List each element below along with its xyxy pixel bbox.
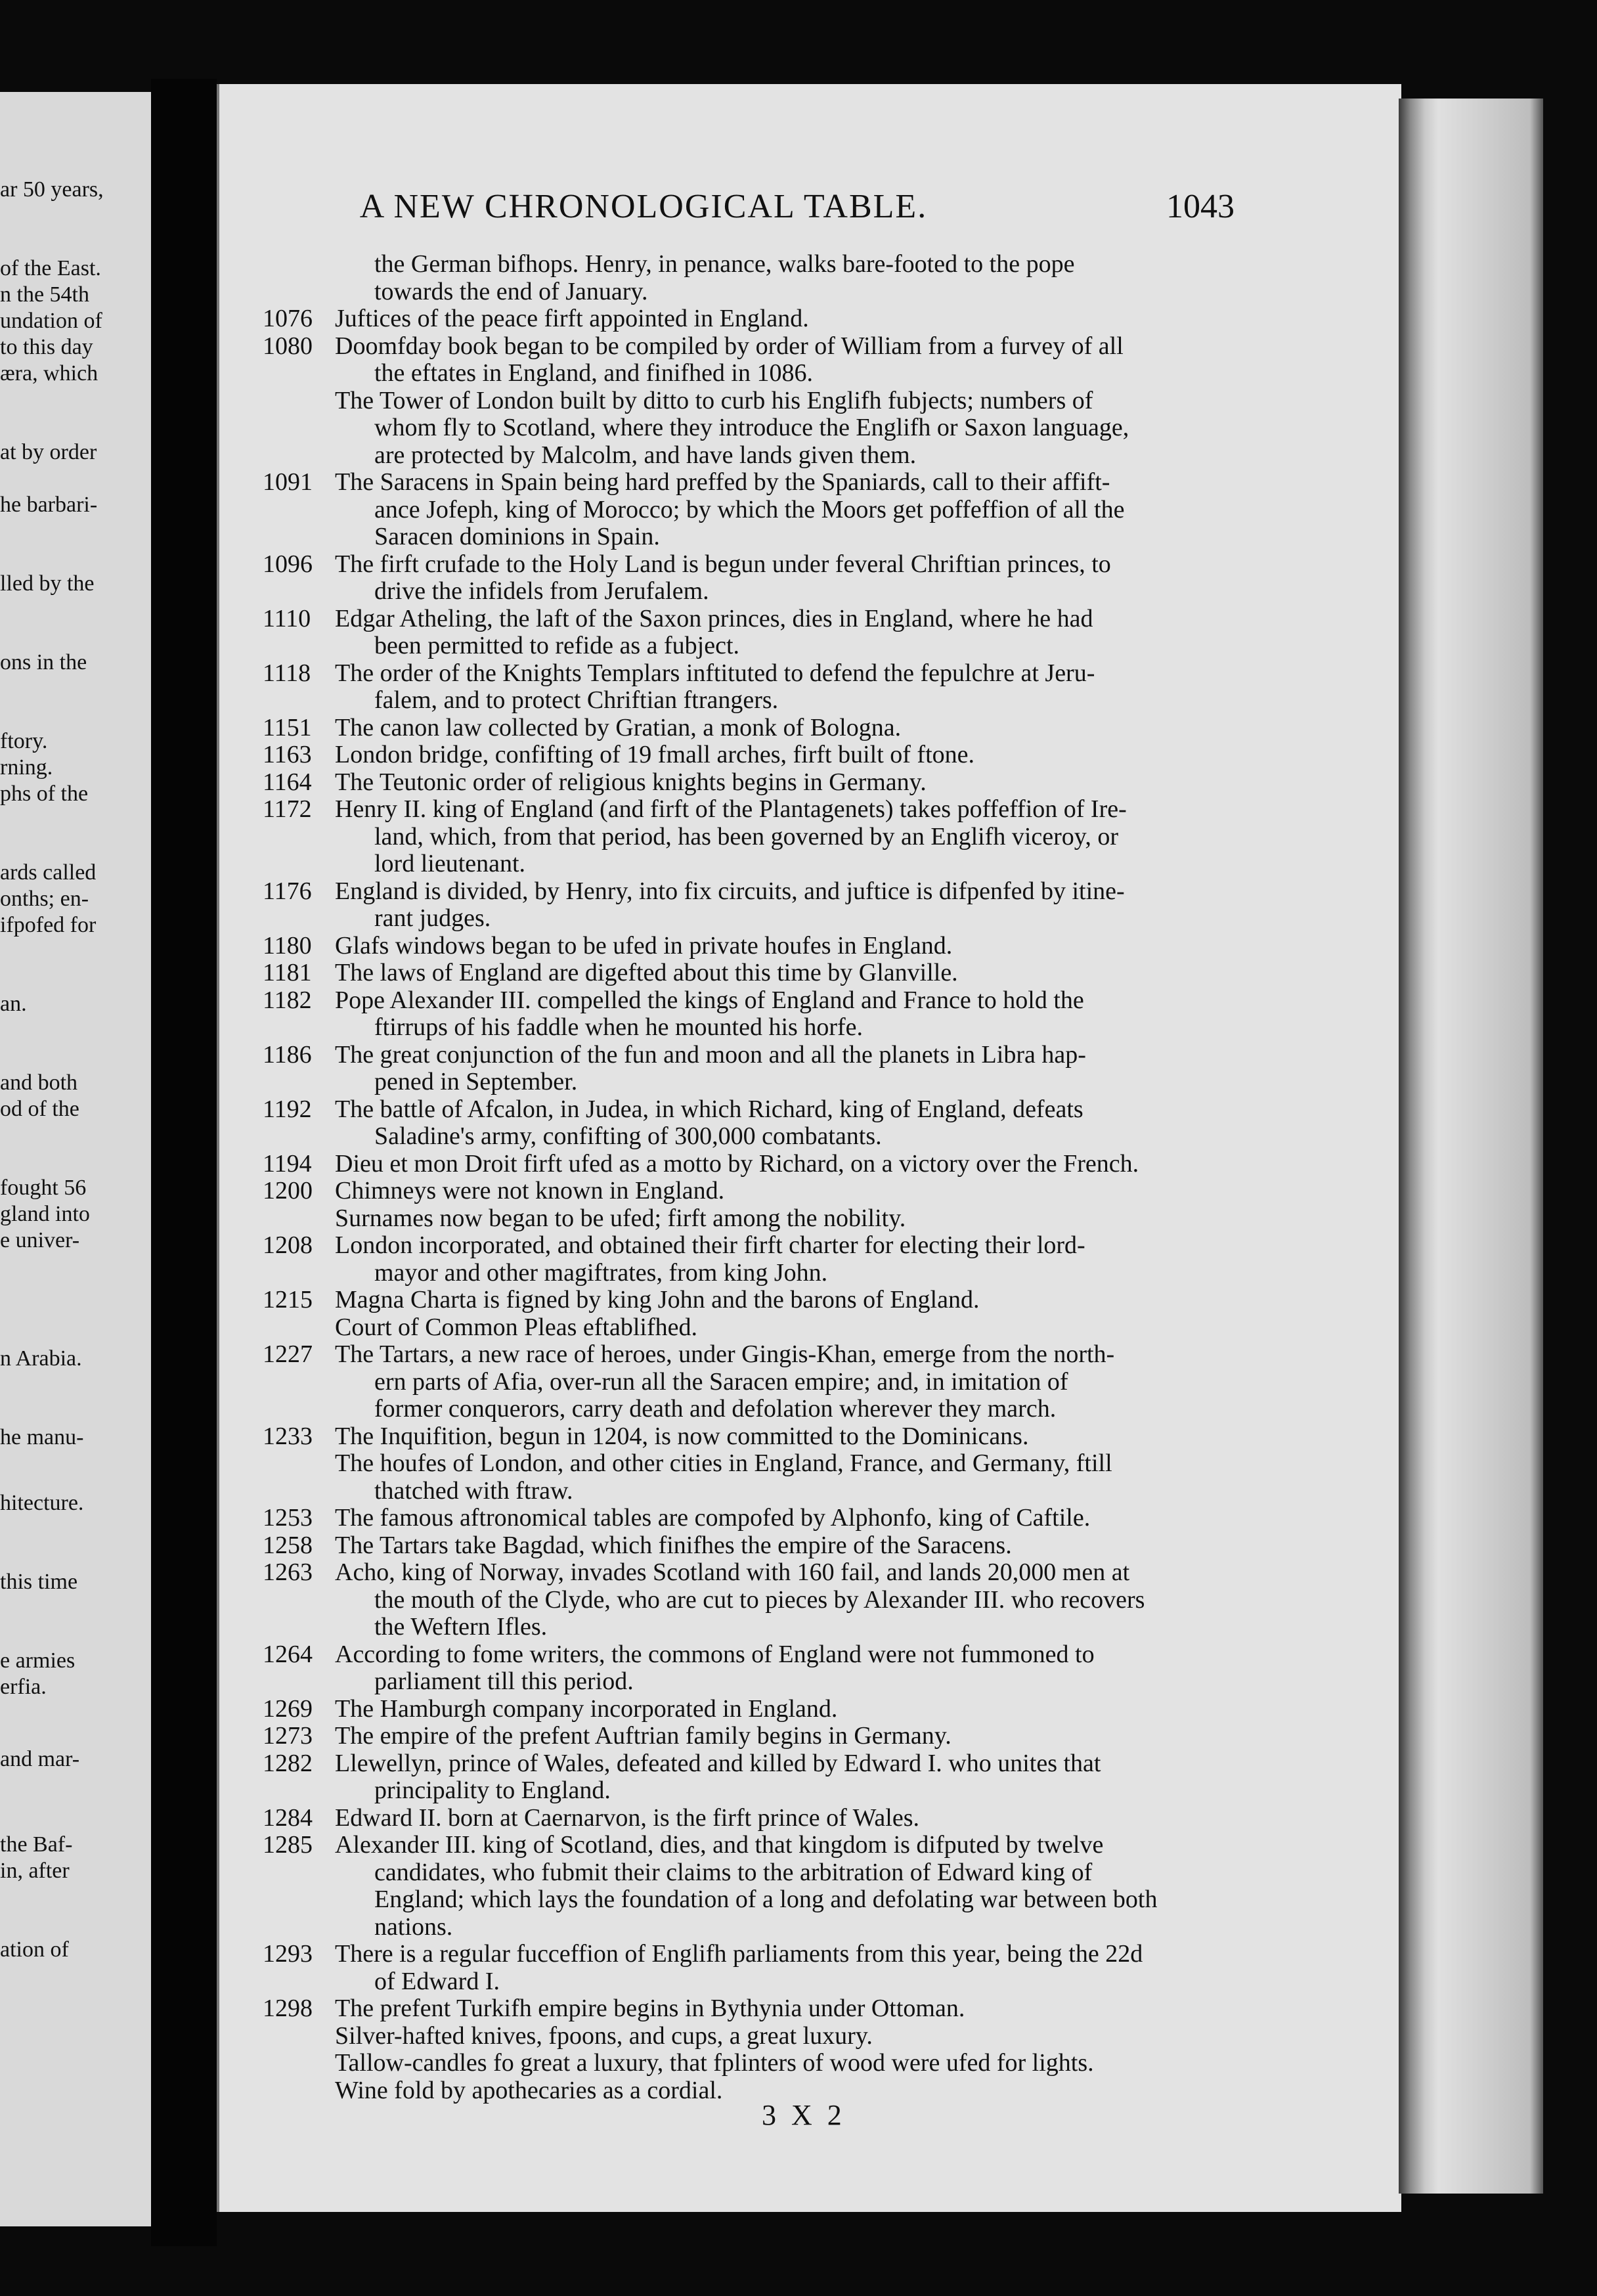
entry-line [263, 1096, 1254, 1124]
entry-text: the German bifhops. Henry, in penance, walks bare-footed to the pope [374, 251, 1075, 278]
entry-year: 1298 [263, 1995, 313, 2022]
entry-line [263, 1805, 1254, 1832]
left-page-line: ards called [0, 860, 97, 885]
entry-text: The order of the Knights Templars inftituted to defend the fepulchre at Jeru- [335, 659, 1095, 687]
entry-text: the mouth of the Clyde, who are cut to pieces by Alexander III. who recovers [374, 1586, 1145, 1614]
entry-year: 1164 [263, 768, 312, 796]
left-page-line: ons in the [0, 650, 87, 674]
entry-text: The Teutonic order of religious knights begins in Germany. [335, 768, 927, 796]
entry-line [263, 551, 1254, 579]
entry-line [263, 469, 1254, 497]
entry-text: whom fly to Scotland, where they introduce the Englifh or Saxon language, [374, 414, 1129, 441]
entry-line [263, 1696, 1254, 1723]
entry-line [263, 660, 1254, 688]
entry-text: mayor and other magiftrates, from king John. [374, 1259, 828, 1287]
entry-text: Dieu et mon Droit firft ufed as a motto by Richard, on a victory over the French. [335, 1150, 1139, 1178]
entry-year: 1263 [263, 1559, 313, 1586]
entry-text: land, which, from that period, has been governed by an Englifh viceroy, or [374, 823, 1118, 850]
entry-year: 1194 [263, 1150, 312, 1178]
entry-text: Surnames now began to be ufed; firft among the nobility. [335, 1204, 906, 1232]
entry-text: ance Jofeph, king of Morocco; by which the Moors get poffeffion of all the [374, 496, 1125, 523]
entry-line [263, 1450, 1254, 1478]
signature-mark: 3 X 2 [762, 2099, 846, 2131]
left-page-line: at by order [0, 440, 97, 464]
entry-line [263, 905, 1254, 933]
entry-year: 1163 [263, 741, 312, 768]
entry-text: ftirrups of his faddle when he mounted his horfe. [374, 1014, 863, 1041]
entry-year: 1215 [263, 1287, 313, 1314]
entry-text: Silver-hafted knives, fpoons, and cups, a great luxury. [335, 2022, 873, 2050]
left-page-line: to this day [0, 335, 93, 359]
entry-year: 1227 [263, 1341, 313, 1368]
left-page-line: he barbari- [0, 493, 98, 517]
entry-text: nations. [374, 1913, 453, 1941]
entry-text: England is divided, by Henry, into fix circuits, and juftice is difpenfed by itine- [335, 877, 1125, 905]
entry-year: 1269 [263, 1695, 313, 1723]
entry-text: The great conjunction of the fun and moon and all the planets in Libra hap- [335, 1041, 1086, 1069]
entry-line [263, 578, 1254, 606]
left-page-line: undation of [0, 309, 102, 333]
entry-line [263, 1287, 1254, 1314]
entry-line [263, 360, 1254, 387]
entry-line [263, 1750, 1254, 1778]
entry-text: of Edward I. [374, 1968, 500, 1995]
entry-line [263, 987, 1254, 1015]
running-title: A NEW CHRONOLOGICAL TABLE. [359, 188, 928, 225]
left-page-line: gland into [0, 1202, 90, 1226]
entry-text: Tallow-candles fo great a luxury, that fplinters of wood were ufed for lights. [335, 2050, 1094, 2077]
entry-text: rant judges. [374, 905, 491, 932]
entry-line [263, 850, 1254, 878]
entry-line [263, 305, 1254, 333]
entry-text: Alexander III. king of Scotland, dies, and that kingdom is difputed by twelve [335, 1832, 1104, 1859]
left-page-line: æra, which [0, 361, 98, 386]
entry-line [263, 1668, 1254, 1696]
entry-year: 1118 [263, 659, 311, 687]
entry-year: 1180 [263, 932, 312, 960]
entry-year: 1258 [263, 1532, 313, 1559]
left-page-line: in, after [0, 1859, 70, 1883]
entry-line [263, 387, 1254, 415]
entry-line [263, 1532, 1254, 1560]
entry-line [263, 1396, 1254, 1423]
entry-line [263, 1559, 1254, 1587]
entry-text: are protected by Malcolm, and have lands given them. [374, 441, 917, 469]
entry-text: Edgar Atheling, the laft of the Saxon princes, dies in England, where he had [335, 605, 1093, 632]
entry-line [263, 741, 1254, 769]
left-page-line: e univer- [0, 1228, 80, 1252]
entry-year: 1282 [263, 1750, 313, 1777]
entry-line [263, 1014, 1254, 1042]
entry-year: 1176 [263, 877, 312, 905]
entry-year: 1182 [263, 986, 312, 1014]
left-page-line: the Baf- [0, 1832, 73, 1857]
entry-line [263, 796, 1254, 824]
entry-text: Edward II. born at Caernarvon, is the firft prince of Wales. [335, 1804, 919, 1832]
page-header [217, 187, 1235, 227]
entry-line [263, 442, 1254, 470]
entry-text: Magna Charta is figned by king John and the barons of England. [335, 1287, 980, 1314]
entry-text: Juftices of the peace firft appointed in England. [335, 305, 809, 332]
entry-line [263, 1123, 1254, 1151]
entry-line [263, 523, 1254, 551]
entry-text: The battle of Afcalon, in Judea, in which Richard, king of England, defeats [335, 1095, 1083, 1123]
entry-text: the Weftern Ifles. [374, 1614, 548, 1641]
entry-line [263, 687, 1254, 715]
entry-text: The firft crufade to the Holy Land is begun under feveral Chriftian princes, to [335, 550, 1111, 578]
entry-text: The Tartars, a new race of heroes, under Gingis-Khan, emerge from the north- [335, 1341, 1115, 1368]
entry-line [263, 824, 1254, 851]
entry-line [263, 632, 1254, 660]
entry-text: The Hamburgh company incorporated in England. [335, 1695, 838, 1723]
entry-line [263, 1968, 1254, 1996]
left-page-line: rning. [0, 755, 53, 780]
entry-line [263, 333, 1254, 361]
entry-text: lord lieutenant. [374, 850, 526, 877]
left-page-line: of the East. [0, 256, 101, 280]
entry-year: 1091 [263, 469, 313, 496]
entry-line [263, 1995, 1254, 2023]
entry-text: parliament till this period. [374, 1668, 634, 1695]
entry-line [263, 1260, 1254, 1287]
book-gutter [151, 79, 217, 2246]
entry-line [263, 769, 1254, 797]
entry-line [263, 2023, 1254, 2050]
entry-year: 1285 [263, 1832, 313, 1859]
entry-line [263, 1341, 1254, 1369]
entry-line [263, 1369, 1254, 1396]
entry-text: Pope Alexander III. compelled the kings of England and France to hold the [335, 986, 1084, 1014]
entry-text: The Tower of London built by ditto to curb his Englifh fubjects; numbers of [335, 387, 1093, 414]
entry-year: 1264 [263, 1641, 313, 1668]
entry-year: 1080 [263, 332, 313, 360]
entry-line [263, 1723, 1254, 1750]
entry-year: 1181 [263, 960, 312, 986]
entry-text: London bridge, confifting of 19 fmall arches, firft built of ftone. [335, 741, 975, 768]
entry-line [263, 1886, 1254, 1914]
entry-text: The empire of the prefent Auftrian family begins in Germany. [335, 1723, 952, 1750]
entry-text: Henry II. king of England (and firft of the Plantagenets) takes poffeffion of Ire- [335, 796, 1127, 823]
entry-text: The laws of England are digefted about this time by Glanville. [335, 960, 958, 986]
entry-line [263, 1859, 1254, 1887]
entry-year: 1208 [263, 1232, 313, 1259]
entry-line [263, 878, 1254, 906]
entry-line [263, 2077, 1254, 2105]
entry-line [263, 251, 1254, 278]
entry-text: Acho, king of Norway, invades Scotland with 160 fail, and lands 20,000 men at [335, 1559, 1130, 1586]
left-page-line: e armies [0, 1648, 76, 1673]
entry-text: Glafs windows began to be ufed in private houfes in England. [335, 932, 953, 960]
left-page-line: lled by the [0, 571, 95, 596]
entry-line [263, 1478, 1254, 1505]
entry-line [263, 1505, 1254, 1532]
entry-text: The canon law collected by Gratian, a monk of Bologna. [335, 714, 902, 741]
entry-text: According to fome writers, the commons of England were not fummoned to [335, 1641, 1095, 1668]
entry-year: 1293 [263, 1941, 313, 1968]
entry-text: The Tartars take Bagdad, which finifhes the empire of the Saracens. [335, 1532, 1012, 1559]
left-page-line: n Arabia. [0, 1346, 82, 1371]
entry-text: thatched with ftraw. [374, 1477, 573, 1505]
entry-text: Wine fold by apothecaries as a cordial. [335, 2077, 723, 2104]
entry-text: drive the infidels from Jerufalem. [374, 578, 709, 605]
entry-line [263, 606, 1254, 633]
entry-text: The Saracens in Spain being hard preffed by the Spaniards, call to their affift- [335, 469, 1110, 496]
entry-text: candidates, who fubmit their claims to the arbitration of Edward king of [374, 1859, 1093, 1886]
entry-line [263, 1042, 1254, 1069]
entry-text: There is a regular fucceffion of Englifh parliaments from this year, being the 22d [335, 1941, 1143, 1968]
entry-year: 1096 [263, 550, 313, 578]
left-page-line: onths; en- [0, 887, 89, 911]
left-page-line: this time [0, 1570, 78, 1594]
entry-year: 1273 [263, 1723, 313, 1750]
entry-line [263, 960, 1254, 987]
left-page-line: phs of the [0, 782, 89, 806]
entry-line [263, 1151, 1254, 1178]
entry-text: Saladine's army, confifting of 300,000 combatants. [374, 1123, 882, 1150]
entry-year: 1172 [263, 796, 312, 823]
entry-line [263, 1941, 1254, 1968]
entry-year: 1110 [263, 605, 311, 632]
entry-text: London incorporated, and obtained their firft charter for electing their lord- [335, 1232, 1085, 1259]
entry-year: 1200 [263, 1178, 313, 1204]
entry-line [263, 497, 1254, 524]
entry-line [263, 933, 1254, 960]
entry-year: 1192 [263, 1095, 312, 1123]
left-page-line: and mar- [0, 1747, 80, 1771]
entry-text: ern parts of Afia, over-run all the Saracen empire; and, in imitation of [374, 1368, 1068, 1396]
entry-year: 1186 [263, 1041, 312, 1069]
entry-line [263, 1587, 1254, 1614]
left-page-line: he manu- [0, 1425, 84, 1449]
left-page-line: hitecture. [0, 1491, 84, 1515]
left-page-line: ftory. [0, 729, 48, 753]
page-edge-stack [1399, 99, 1543, 2194]
entry-text: England; which lays the foundation of a long and defolating war between both [374, 1886, 1158, 1913]
entry-year: 1151 [263, 714, 312, 741]
entry-line [263, 2050, 1254, 2077]
chronology-entries [263, 251, 1254, 2104]
entry-text: towards the end of January. [374, 278, 648, 305]
entry-text: principality to England. [374, 1777, 611, 1804]
left-page-line: an. [0, 992, 27, 1016]
entry-line [263, 1914, 1254, 1941]
entry-line [263, 278, 1254, 306]
entry-text: pened in September. [374, 1069, 578, 1095]
entry-line [263, 1641, 1254, 1669]
entry-line [263, 1614, 1254, 1641]
left-page-line: ar 50 years, [0, 177, 104, 202]
entry-text: Court of Common Pleas eftablifhed. [335, 1314, 697, 1341]
entry-text: Saracen dominions in Spain. [374, 523, 660, 550]
left-page-line: erfia. [0, 1675, 47, 1699]
entry-line [263, 1832, 1254, 1859]
left-page-line: and both [0, 1071, 78, 1095]
entry-text: Doomfday book began to be compiled by order of William from a furvey of all [335, 332, 1124, 360]
entry-text: falem, and to protect Chriftian ftrangers. [374, 687, 779, 714]
left-page-line: ation of [0, 1937, 69, 1962]
entry-text: been permitted to refide as a fubject. [374, 632, 740, 659]
entry-text: Chimneys were not known in England. [335, 1178, 725, 1204]
entry-year: 1284 [263, 1804, 313, 1832]
entry-text: The prefent Turkifh empire begins in Bythynia under Ottoman. [335, 1995, 965, 2022]
entry-text: The houfes of London, and other cities in England, France, and Germany, ftill [335, 1450, 1112, 1477]
entry-text: The Inquifition, begun in 1204, is now committed to the Dominicans. [335, 1423, 1029, 1450]
entry-line [263, 1205, 1254, 1233]
entry-line [263, 1777, 1254, 1805]
entry-line [263, 1232, 1254, 1260]
entry-line [263, 1178, 1254, 1205]
left-page-line: fought 56 [0, 1176, 87, 1200]
entry-line [263, 715, 1254, 742]
entry-line [263, 1069, 1254, 1096]
entry-line [263, 1314, 1254, 1342]
entry-line [263, 1423, 1254, 1451]
left-page-line: n the 54th [0, 282, 89, 307]
entry-text: Llewellyn, prince of Wales, defeated and killed by Edward I. who unites that [335, 1750, 1101, 1777]
entry-text: former conquerors, carry death and defolation wherever they march. [374, 1396, 1057, 1423]
entry-text: the eftates in England, and finifhed in 1086. [374, 360, 813, 387]
page-number: 1043 [1166, 188, 1235, 225]
entry-text: The famous aftronomical tables are compofed by Alphonfo, king of Caftile. [335, 1505, 1091, 1532]
left-page-line: ifpofed for [0, 913, 97, 937]
left-facing-page [0, 92, 151, 2226]
entry-year: 1076 [263, 305, 313, 332]
entry-year: 1233 [263, 1423, 313, 1450]
entry-year: 1253 [263, 1505, 313, 1532]
entry-line [263, 414, 1254, 442]
left-page-line: od of the [0, 1097, 79, 1121]
